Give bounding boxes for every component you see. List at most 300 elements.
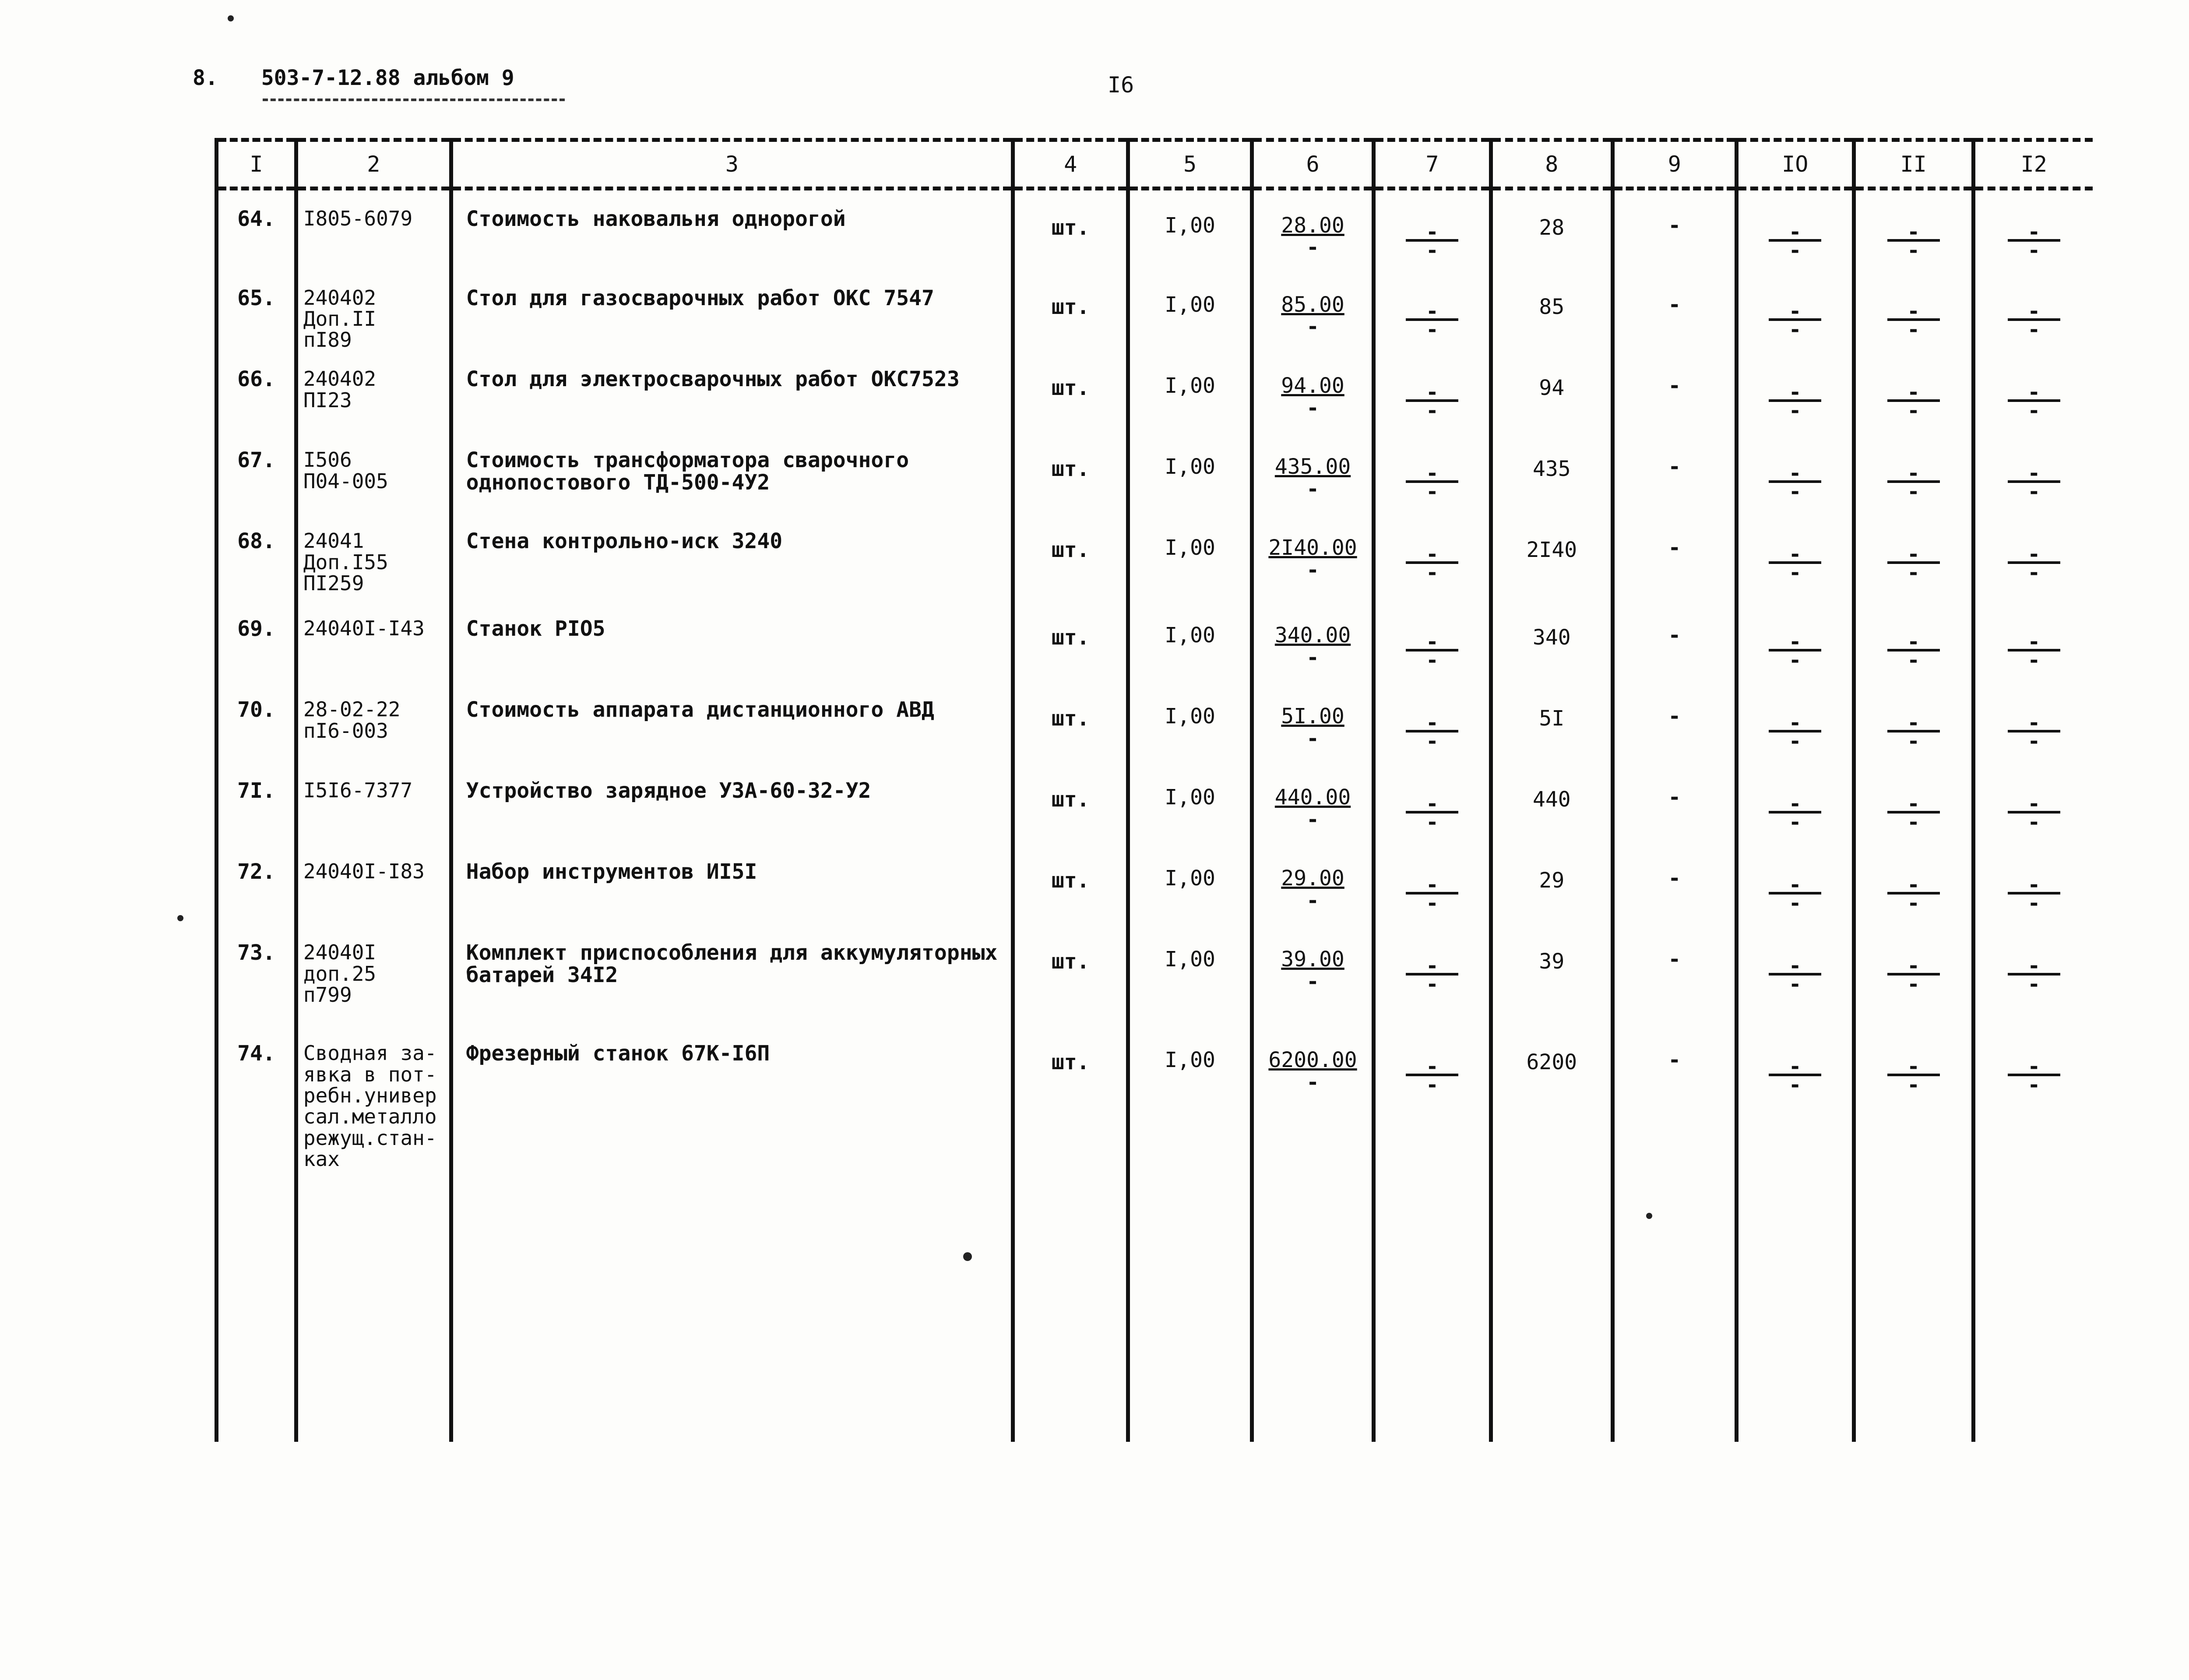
column-header-3: 3	[451, 140, 1013, 189]
price-denominator: -	[1306, 235, 1319, 260]
row-col10	[1736, 762, 1854, 843]
fraction-denominator: -	[1907, 238, 1920, 263]
fraction-denominator: -	[1788, 479, 1802, 504]
dash-fraction	[1769, 1054, 1821, 1098]
row-quantity: I,00	[1128, 681, 1252, 762]
fraction-numerator: -	[1406, 469, 1458, 483]
fraction-numerator: -	[1769, 388, 1821, 402]
fraction-denominator: -	[1907, 560, 1920, 585]
row-col10	[1736, 270, 1854, 351]
row-price: 29.00	[1281, 866, 1344, 891]
row-col11	[1854, 513, 1973, 600]
price-denominator: -	[1306, 314, 1319, 339]
row-col11	[1854, 843, 1973, 924]
fraction-numerator: -	[2008, 881, 2060, 895]
fraction-denominator: -	[1788, 560, 1802, 585]
fraction-denominator: -	[1425, 891, 1439, 916]
price-denominator: -	[1306, 557, 1319, 582]
fraction-numerator: -	[1887, 550, 1940, 564]
row-number: 64.	[217, 189, 296, 270]
column-header-7: 7	[1374, 140, 1491, 189]
fraction-denominator: -	[2027, 479, 2041, 504]
dash-fraction	[2008, 630, 2060, 673]
dash-fraction	[1406, 873, 1458, 916]
fraction-denominator: -	[1788, 238, 1802, 263]
row-unit: шт.	[1013, 351, 1128, 432]
column-header-5: 5	[1128, 140, 1252, 189]
dash-fraction	[1406, 380, 1458, 423]
fraction-denominator: -	[1907, 891, 1920, 916]
fraction-numerator: -	[2008, 637, 2060, 652]
fraction-numerator: -	[1887, 962, 1940, 976]
row-price: 5I.00	[1281, 704, 1344, 729]
fraction-numerator: -	[1406, 388, 1458, 402]
row-name: Набор инструментов ИI5I	[451, 843, 1013, 924]
price-fraction	[1281, 294, 1344, 338]
row-code: I805-6079	[296, 189, 451, 270]
fraction-numerator: -	[2008, 718, 2060, 733]
row-price-cell	[1252, 843, 1374, 924]
fraction-denominator: -	[1425, 479, 1439, 504]
row-code: I5I6-7377	[296, 762, 451, 843]
row-col7	[1374, 843, 1491, 924]
row-col11	[1854, 600, 1973, 681]
price-denominator: -	[1306, 888, 1319, 913]
row-code: 24040I-I83	[296, 843, 451, 924]
column-header-12: I2	[1973, 140, 2093, 189]
row-col9: -	[1612, 843, 1736, 924]
row-quantity: I,00	[1128, 1025, 1252, 1170]
price-denominator: -	[1306, 395, 1319, 420]
dash-fraction	[1406, 954, 1458, 997]
fraction-denominator: -	[2027, 891, 2041, 916]
fraction-denominator: -	[2027, 238, 2041, 263]
fraction-denominator: -	[1788, 648, 1802, 673]
table-row	[217, 681, 2093, 762]
row-quantity: I,00	[1128, 270, 1252, 351]
row-name: Устройство зарядное УЗА-60-32-У2	[451, 762, 1013, 843]
fraction-numerator: -	[1406, 962, 1458, 976]
row-quantity: I,00	[1128, 600, 1252, 681]
fraction-numerator: -	[1887, 1062, 1940, 1076]
filler-cell	[1374, 1170, 1491, 1442]
scan-speck	[1646, 1213, 1652, 1219]
dash-fraction	[2008, 461, 2060, 504]
column-header-1: I	[217, 140, 296, 189]
sheet-mark: 8.	[193, 66, 218, 90]
dash-fraction	[2008, 380, 2060, 423]
row-quantity: I,00	[1128, 189, 1252, 270]
price-denominator: -	[1306, 645, 1319, 670]
row-col7	[1374, 189, 1491, 270]
filler-cell	[1854, 1170, 1973, 1442]
fraction-numerator: -	[1887, 799, 1940, 814]
filler-cell	[296, 1170, 451, 1442]
table-row	[217, 843, 2093, 924]
row-col11	[1854, 351, 1973, 432]
fraction-numerator: -	[2008, 228, 2060, 242]
row-quantity: I,00	[1128, 762, 1252, 843]
row-price: 435.00	[1274, 454, 1351, 479]
dash-fraction	[1406, 542, 1458, 585]
table-row	[217, 513, 2093, 600]
dash-fraction	[1887, 380, 1940, 423]
dash-fraction	[1769, 630, 1821, 673]
row-number: 73.	[217, 924, 296, 1025]
fraction-denominator: -	[1425, 238, 1439, 263]
dash-fraction	[1769, 299, 1821, 342]
fraction-numerator: -	[1406, 637, 1458, 652]
row-number: 7I.	[217, 762, 296, 843]
row-total: 85	[1491, 270, 1612, 351]
row-total: 29	[1491, 843, 1612, 924]
dash-fraction	[1406, 1054, 1458, 1098]
row-name: Стоимость аппарата дистанционного АВД	[451, 681, 1013, 762]
row-col10	[1736, 843, 1854, 924]
scan-speck	[963, 1252, 972, 1261]
column-header-9: 9	[1612, 140, 1736, 189]
fraction-denominator: -	[1788, 891, 1802, 916]
fraction-denominator: -	[1788, 972, 1802, 997]
row-price-cell	[1252, 681, 1374, 762]
dash-fraction	[1887, 954, 1940, 997]
fraction-numerator: -	[2008, 550, 2060, 564]
row-col11	[1854, 681, 1973, 762]
row-quantity: I,00	[1128, 924, 1252, 1025]
row-col12	[1973, 189, 2093, 270]
column-header-row	[217, 140, 2093, 189]
fraction-denominator: -	[2027, 972, 2041, 997]
row-col7	[1374, 351, 1491, 432]
row-quantity: I,00	[1128, 432, 1252, 513]
fraction-numerator: -	[1887, 881, 1940, 895]
dash-fraction	[1887, 630, 1940, 673]
row-col9: -	[1612, 762, 1736, 843]
row-unit: шт.	[1013, 600, 1128, 681]
row-number: 74.	[217, 1025, 296, 1170]
fraction-denominator: -	[1907, 1073, 1920, 1098]
row-col11	[1854, 270, 1973, 351]
fraction-numerator: -	[1887, 228, 1940, 242]
row-code: Сводная за- явка в пот- ребн.универ сал.металло режущ.стан- ках	[296, 1025, 451, 1170]
row-col9: -	[1612, 189, 1736, 270]
row-col10	[1736, 924, 1854, 1025]
row-name: Стоимость наковальня однорогой	[451, 189, 1013, 270]
row-total: 5I	[1491, 681, 1612, 762]
row-total: 440	[1491, 762, 1612, 843]
row-price-cell	[1252, 1025, 1374, 1170]
row-col10	[1736, 432, 1854, 513]
fraction-numerator: -	[1406, 881, 1458, 895]
row-col9: -	[1612, 270, 1736, 351]
row-name: Станок РIO5	[451, 600, 1013, 681]
fraction-numerator: -	[1769, 307, 1821, 321]
dash-fraction	[1406, 792, 1458, 835]
fraction-denominator: -	[2027, 560, 2041, 585]
dash-fraction	[1887, 461, 1940, 504]
table-row	[217, 600, 2093, 681]
dash-fraction	[1887, 711, 1940, 754]
fraction-denominator: -	[1788, 729, 1802, 754]
dash-fraction	[1406, 711, 1458, 754]
column-header-10: IO	[1736, 140, 1854, 189]
row-unit: шт.	[1013, 513, 1128, 600]
fraction-numerator: -	[2008, 1062, 2060, 1076]
row-price-cell	[1252, 270, 1374, 351]
price-fraction	[1275, 786, 1351, 830]
row-name: Комплект приспособления для аккумуляторных батарей 34I2	[451, 924, 1013, 1025]
row-number: 70.	[217, 681, 296, 762]
fraction-numerator: -	[1769, 637, 1821, 652]
row-col9: -	[1612, 681, 1736, 762]
row-col12	[1973, 1025, 2093, 1170]
dash-fraction	[1769, 380, 1821, 423]
column-header-11: II	[1854, 140, 1973, 189]
fraction-numerator: -	[1769, 550, 1821, 564]
dash-fraction	[2008, 220, 2060, 263]
row-col12	[1973, 513, 2093, 600]
dash-fraction	[1769, 711, 1821, 754]
header-underline	[263, 99, 565, 101]
row-name: Стена контрольно-иск 3240	[451, 513, 1013, 600]
row-name: Стол для электросварочных работ ОКС7523	[451, 351, 1013, 432]
fraction-denominator: -	[1425, 317, 1439, 342]
fraction-denominator: -	[2027, 729, 2041, 754]
price-fraction	[1275, 624, 1351, 668]
fraction-numerator: -	[1406, 228, 1458, 242]
fraction-numerator: -	[1406, 799, 1458, 814]
row-price-cell	[1252, 762, 1374, 843]
table-row	[217, 1025, 2093, 1170]
row-col11	[1854, 924, 1973, 1025]
price-fraction	[1281, 705, 1344, 749]
row-unit: шт.	[1013, 270, 1128, 351]
fraction-numerator: -	[1887, 637, 1940, 652]
table-row	[217, 351, 2093, 432]
filler-cell	[1013, 1170, 1128, 1442]
row-col10	[1736, 600, 1854, 681]
fraction-denominator: -	[1907, 810, 1920, 835]
price-denominator: -	[1306, 476, 1319, 501]
row-price-cell	[1252, 924, 1374, 1025]
fraction-numerator: -	[2008, 799, 2060, 814]
fraction-denominator: -	[2027, 398, 2041, 423]
row-unit: шт.	[1013, 189, 1128, 270]
row-col10	[1736, 189, 1854, 270]
dash-fraction	[2008, 299, 2060, 342]
price-fraction	[1268, 537, 1357, 581]
row-name: Стол для газосварочных работ ОКС 7547	[451, 270, 1013, 351]
row-number: 65.	[217, 270, 296, 351]
row-total: 28	[1491, 189, 1612, 270]
row-col12	[1973, 924, 2093, 1025]
fraction-denominator: -	[1425, 729, 1439, 754]
row-price: 440.00	[1274, 785, 1351, 810]
dash-fraction	[1887, 542, 1940, 585]
row-col10	[1736, 513, 1854, 600]
fraction-numerator: -	[1769, 718, 1821, 733]
fraction-denominator: -	[1907, 648, 1920, 673]
fraction-denominator: -	[1425, 560, 1439, 585]
dash-fraction	[2008, 1054, 2060, 1098]
price-fraction	[1281, 215, 1344, 258]
row-quantity: I,00	[1128, 513, 1252, 600]
fraction-denominator: -	[1907, 729, 1920, 754]
fraction-denominator: -	[2027, 648, 2041, 673]
fraction-denominator: -	[1425, 398, 1439, 423]
fraction-numerator: -	[1769, 228, 1821, 242]
filler-cell	[1491, 1170, 1612, 1442]
fraction-denominator: -	[2027, 317, 2041, 342]
fraction-numerator: -	[1769, 1062, 1821, 1076]
filler-cell	[1736, 1170, 1854, 1442]
price-fraction	[1281, 867, 1344, 911]
row-number: 69.	[217, 600, 296, 681]
dash-fraction	[2008, 873, 2060, 916]
dash-fraction	[2008, 792, 2060, 835]
dash-fraction	[1769, 461, 1821, 504]
row-col7	[1374, 681, 1491, 762]
scan-speck	[228, 15, 234, 21]
document-code: 503-7-12.88 альбом 9	[261, 66, 514, 90]
row-col9: -	[1612, 600, 1736, 681]
dash-fraction	[1406, 630, 1458, 673]
row-col11	[1854, 762, 1973, 843]
filler-cell	[217, 1170, 296, 1442]
dash-fraction	[2008, 542, 2060, 585]
row-col12	[1973, 843, 2093, 924]
dash-fraction	[1769, 954, 1821, 997]
row-quantity: I,00	[1128, 843, 1252, 924]
row-price: 340.00	[1274, 623, 1351, 648]
row-price: 85.00	[1281, 292, 1344, 317]
dash-fraction	[2008, 711, 2060, 754]
dash-fraction	[1406, 299, 1458, 342]
fraction-denominator: -	[1907, 317, 1920, 342]
price-fraction	[1281, 375, 1344, 419]
fraction-denominator: -	[2027, 1073, 2041, 1098]
price-denominator: -	[1306, 726, 1319, 751]
column-header-2: 2	[296, 140, 451, 189]
fraction-numerator: -	[1406, 1062, 1458, 1076]
row-code: I506 П04-005	[296, 432, 451, 513]
fraction-numerator: -	[1887, 388, 1940, 402]
row-price-cell	[1252, 189, 1374, 270]
filler-cell	[1252, 1170, 1374, 1442]
row-col11	[1854, 1025, 1973, 1170]
price-denominator: -	[1306, 1070, 1319, 1095]
table-row	[217, 432, 2093, 513]
row-col9: -	[1612, 924, 1736, 1025]
row-unit: шт.	[1013, 924, 1128, 1025]
row-col11	[1854, 432, 1973, 513]
row-unit: шт.	[1013, 843, 1128, 924]
price-fraction	[1281, 948, 1344, 992]
filler-cell	[1128, 1170, 1252, 1442]
row-unit: шт.	[1013, 681, 1128, 762]
price-fraction	[1275, 456, 1351, 500]
row-col7	[1374, 432, 1491, 513]
row-col12	[1973, 600, 2093, 681]
row-quantity: I,00	[1128, 351, 1252, 432]
row-col7	[1374, 924, 1491, 1025]
fraction-numerator: -	[1887, 469, 1940, 483]
fraction-denominator: -	[1907, 479, 1920, 504]
row-name: Фрезерный станок 67К-I6П	[451, 1025, 1013, 1170]
table-filler-row	[217, 1170, 2093, 1442]
row-total: 6200	[1491, 1025, 1612, 1170]
row-col7	[1374, 762, 1491, 843]
row-number: 68.	[217, 513, 296, 600]
row-code: 240402 Доп.II пI89	[296, 270, 451, 351]
row-total: 435	[1491, 432, 1612, 513]
row-name: Стоимость трансформатора сварочного однопостового ТД-500-4У2	[451, 432, 1013, 513]
table-row	[217, 270, 2093, 351]
dash-fraction	[1769, 542, 1821, 585]
row-number: 72.	[217, 843, 296, 924]
fraction-denominator: -	[1425, 648, 1439, 673]
row-number: 66.	[217, 351, 296, 432]
filler-cell	[1612, 1170, 1736, 1442]
row-col12	[1973, 351, 2093, 432]
fraction-numerator: -	[2008, 962, 2060, 976]
fraction-numerator: -	[1887, 307, 1940, 321]
row-price: 6200.00	[1268, 1048, 1357, 1073]
fraction-denominator: -	[1425, 972, 1439, 997]
row-total: 94	[1491, 351, 1612, 432]
scan-speck	[177, 915, 183, 921]
fraction-denominator: -	[1788, 1073, 1802, 1098]
fraction-numerator: -	[1769, 881, 1821, 895]
row-col9: -	[1612, 432, 1736, 513]
table-body	[217, 189, 2093, 1442]
filler-cell	[451, 1170, 1013, 1442]
row-col12	[1973, 681, 2093, 762]
document-header	[193, 66, 514, 90]
dash-fraction	[1887, 1054, 1940, 1098]
row-price-cell	[1252, 513, 1374, 600]
column-header-6: 6	[1252, 140, 1374, 189]
row-col7	[1374, 600, 1491, 681]
row-unit: шт.	[1013, 762, 1128, 843]
dash-fraction	[1406, 461, 1458, 504]
row-col12	[1973, 762, 2093, 843]
row-col7	[1374, 270, 1491, 351]
filler-cell	[1973, 1170, 2093, 1442]
row-price: 28.00	[1281, 213, 1344, 238]
row-unit: шт.	[1013, 432, 1128, 513]
fraction-denominator: -	[1907, 972, 1920, 997]
dash-fraction	[1769, 792, 1821, 835]
estimate-table	[215, 138, 2093, 1442]
fraction-numerator: -	[1406, 307, 1458, 321]
price-fraction	[1268, 1049, 1357, 1093]
fraction-numerator: -	[2008, 469, 2060, 483]
row-col11	[1854, 189, 1973, 270]
row-price: 2I40.00	[1268, 535, 1357, 560]
dash-fraction	[2008, 954, 2060, 997]
row-total: 340	[1491, 600, 1612, 681]
row-col9: -	[1612, 351, 1736, 432]
row-total: 2I40	[1491, 513, 1612, 600]
row-col9: -	[1612, 1025, 1736, 1170]
row-col12	[1973, 432, 2093, 513]
dash-fraction	[1769, 220, 1821, 263]
table-row	[217, 762, 2093, 843]
row-col9: -	[1612, 513, 1736, 600]
row-code: 240402 ПI23	[296, 351, 451, 432]
fraction-numerator: -	[1769, 799, 1821, 814]
